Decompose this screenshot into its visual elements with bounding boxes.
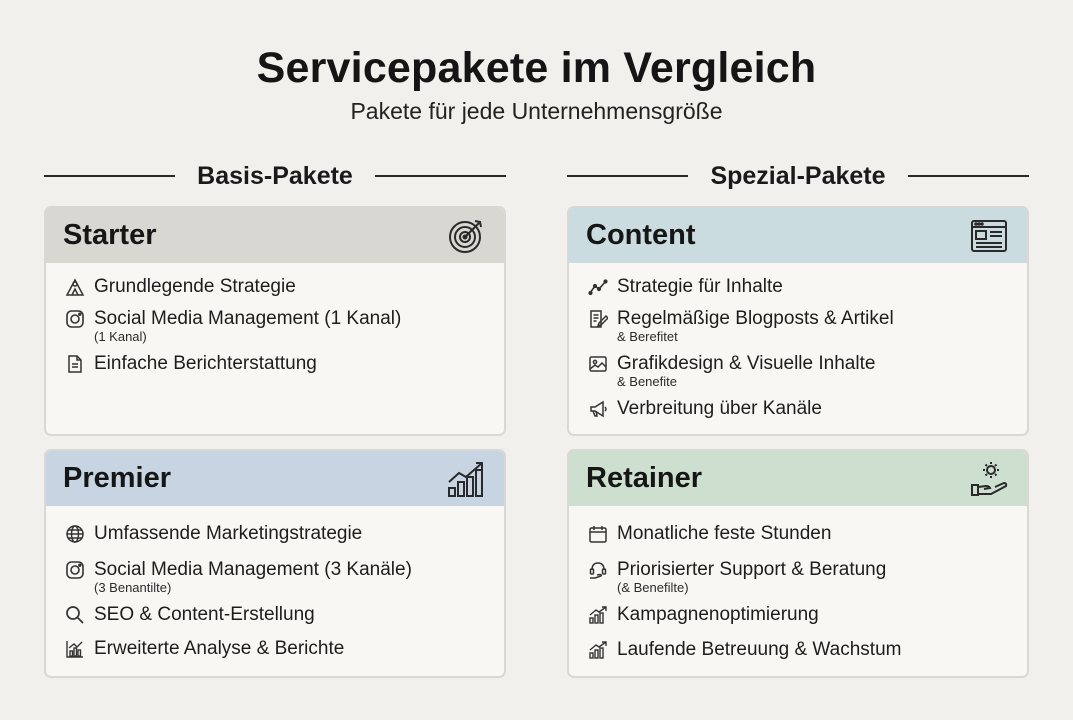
card-premier [44,449,506,678]
divider-line [375,175,506,177]
document-icon [64,353,86,375]
list-item [64,275,486,299]
item-label: Regelmäßige Blogposts & Artikel [617,308,894,329]
list-item [587,307,1009,344]
support-icon [587,559,609,581]
hand-gear-icon [969,459,1009,499]
card-header-content [569,208,1027,263]
image-icon [587,353,609,375]
growth-chart-icon [446,459,486,499]
megaphone-icon [587,398,609,420]
item-note: (& Benefilte) [617,580,689,595]
card-title-premier: Premier [63,462,172,494]
search-icon [64,604,86,626]
item-note: & Berefitet [617,329,678,344]
card-header-retainer [569,451,1027,506]
page-subtitle: Pakete für jede Unternehmensgröße [350,98,723,124]
item-label: Monatliche feste Stunden [617,523,832,544]
divider-line [908,175,1029,177]
card-title-content: Content [586,219,696,251]
card-starter [44,206,506,436]
page-title: Servicepakete im Vergleich [256,44,817,92]
list-item [64,352,486,376]
item-label: Grundlegende Strategie [94,276,296,297]
item-label: Laufende Betreuung & Wachstum [617,639,902,660]
list-item [64,522,486,546]
item-note: & Benefite [617,374,677,389]
item-label: Einfache Berichterstattung [94,353,317,374]
list-item [64,307,486,344]
instagram-icon [64,308,86,330]
card-header-starter [46,208,504,263]
card-header-premier [46,451,504,506]
divider-line [567,175,688,177]
edit-icon [587,308,609,330]
analytics-icon [64,638,86,660]
item-label: Umfassende Marketingstrategie [94,523,363,544]
bar-growth-icon [587,604,609,626]
list-item [64,603,486,627]
item-label: Priorisierter Support & Beratung [617,559,887,580]
list-item [587,397,1009,421]
section-label-spezial: Spezial-Pakete [710,161,886,190]
target-icon [446,216,486,256]
bar-growth-icon [587,639,609,661]
globe-icon [64,523,86,545]
list-item [587,352,1009,389]
instagram-icon [64,559,86,581]
divider-line [44,175,175,177]
list-item [64,637,486,661]
trend-line-icon [587,276,609,298]
list-item [587,558,1009,595]
section-label-basis: Basis-Pakete [197,161,353,190]
item-label: Kampagnenoptimierung [617,604,819,625]
card-title-retainer: Retainer [586,462,703,494]
list-item [587,638,1009,662]
card-content [567,206,1029,436]
card-retainer [567,449,1029,678]
item-label: Verbreitung über Kanäle [617,398,822,419]
strategy-icon [64,276,86,298]
calendar-icon [587,523,609,545]
item-label: Erweiterte Analyse & Berichte [94,638,345,659]
item-label: Social Media Management (1 Kanal) [94,308,402,329]
list-item [64,558,486,595]
item-label: Grafikdesign & Visuelle Inhalte [617,353,876,374]
card-title-starter: Starter [63,219,157,251]
list-item [587,275,1009,299]
item-label: Strategie für Inhalte [617,276,783,297]
webpage-icon [969,216,1009,256]
item-label: SEO & Content-Erstellung [94,604,315,625]
list-item [587,522,1009,546]
item-note: (3 Benantilte) [94,580,172,595]
section-header-basis [44,158,506,194]
item-note: (1 Kanal) [94,329,147,344]
list-item [587,603,1009,627]
item-label: Social Media Management (3 Kanäle) [94,559,412,580]
section-header-spezial [567,158,1029,194]
